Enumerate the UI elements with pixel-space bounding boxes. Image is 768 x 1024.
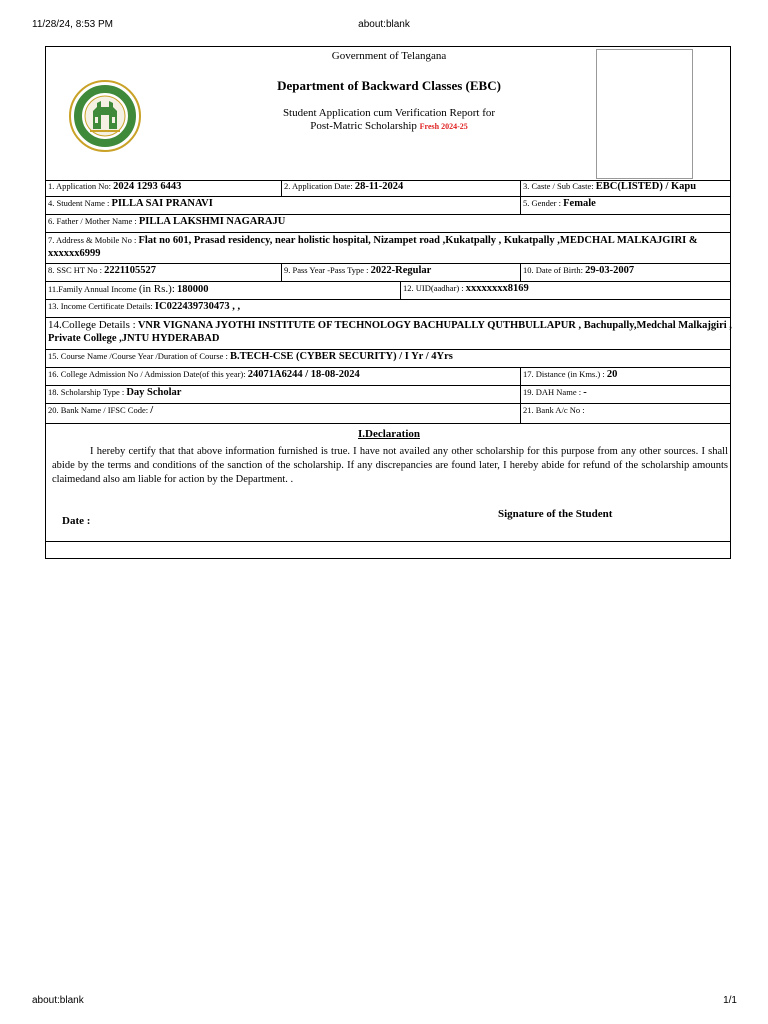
dah-cell [520,386,732,403]
uid-cell [400,282,732,299]
row-11 [46,386,730,404]
signature-label: Signature of the Student [498,508,613,520]
caste-label: 3. Caste / Sub Caste: [523,181,594,191]
application-date: 28-11-2024 [354,181,404,192]
bank-label: 20. Bank Name / IFSC Code: [48,405,149,415]
gender-label: 5. Gender : [523,198,562,208]
department-name: Department of Backward Classes (EBC) [277,78,501,93]
application-date-label: 2. Application Date: [284,181,353,191]
row-4 [46,233,730,264]
student-name: PILLA SAI PRANAVI [111,198,213,209]
row-10 [46,368,730,386]
row-1 [46,180,730,197]
admission-label: 16. College Admission No / Admission Date(of this year): [48,369,246,379]
application-no-cell [46,180,281,196]
income-cell [46,282,400,299]
ssc-ht-no: 2221105527 [104,265,156,276]
application-report [45,46,731,559]
distance-cell [520,368,732,385]
ssc-label: 8. SSC HT No : [48,265,102,275]
income-unit: (in Rs.): [138,283,175,295]
declaration-text: I hereby certify that that above information furnished is true. I have not availed any other scholarship for this purpose from any other sources. I shall abide by the terms and conditions of the sanction of the scholarship. If any discrepancies are found later, I hereby abide for refund of the scholarship amounts claimedand also am liable for action by the Department. . [52,446,728,485]
application-date-cell [281,180,520,196]
dob: 29-03-2007 [585,265,635,276]
dah-name: - [583,387,587,398]
report-title-line2: Post-Matric Scholarship [310,120,417,132]
scholarship-label: 18. Scholarship Type : [48,387,125,397]
fresh-badge: Fresh 2024-25 [419,122,468,131]
caste-cell [520,180,732,196]
parent-label: 6. Father / Mother Name : [48,216,137,226]
govt-name: Government of Telangana [331,50,447,62]
application-no: 2024 1293 6443 [113,181,182,192]
row-7 [46,300,730,318]
admission: 24071A6244 / 18-08-2024 [247,369,360,380]
income-cert-label: 13. Income Certificate Details: [48,301,153,311]
income-cert: IC022439730473 , , [154,301,241,312]
income: 180000 [177,284,209,295]
print-datetime: 11/28/24, 8:53 PM [32,19,113,30]
income-label: 11.Family Annual Income [48,284,137,294]
row-9 [46,350,730,368]
parent-cell [46,215,732,232]
ssc-cell [46,264,281,281]
college: VNR VIGNANA JYOTHI INSTITUTE OF TECHNOLOGY BACHUPALLY QUTHBULLAPUR , Bachupally,Medchal Malkajgiri , Private College ,JNTU HYDERABAD [48,320,732,344]
dob-cell [520,264,732,281]
row-2 [46,197,730,215]
college-cell [46,318,732,349]
scholarship-cell [46,386,520,403]
bank-cell [46,404,520,423]
print-title: about:blank [358,19,410,30]
photo-box [596,49,693,179]
distance: 20 [606,369,618,380]
address: Flat no 601, Prasad residency, near holistic hospital, Nizampet road ,Kukatpally , Kukatpally ,MEDCHAL MALKAJGIRI & xxxxxx6999 [48,235,698,259]
dah-label: 19. DAH Name : [523,387,582,397]
row-8 [46,318,730,350]
row-5 [46,264,730,282]
declaration-section [46,424,730,542]
print-url: about:blank [32,995,84,1006]
row-6 [46,282,730,300]
gender: Female [563,198,596,209]
address-label: 7. Address & Mobile No : [48,235,137,245]
student-name-label: 4. Student Name : [48,198,110,208]
pass-year: 2022-Regular [370,265,432,276]
caste: EBC(LISTED) / Kapu [595,181,697,192]
distance-label: 17. Distance (in Kms.) : [523,369,605,379]
dob-label: 10. Date of Birth: [523,265,583,275]
bank-ac-label: 21. Bank A/c No : [523,405,585,415]
admission-cell [46,368,520,385]
scholarship-type: Day Scholar [126,387,182,398]
course-cell [46,350,732,367]
gender-cell [520,197,732,214]
uid-label: 12. UID(aadhar) : [403,283,464,293]
pass-cell [281,264,520,281]
income-cert-cell [46,300,732,317]
address-cell [46,233,732,263]
page-number: 1/1 [723,995,737,1006]
date-label: Date : [62,515,91,527]
application-no-label: 1. Application No: [48,181,112,191]
parent-name: PILLA LAKSHMI NAGARAJU [138,216,286,227]
row-3 [46,215,730,233]
report-header [46,47,730,181]
bank-name: / [150,405,154,416]
course-label: 15. Course Name /Course Year /Duration of Course : [48,351,228,361]
declaration-title: I.Declaration [357,428,420,440]
college-label: 14.College Details : [48,319,136,331]
bank-ac-cell [520,404,732,423]
uid: xxxxxxxx8169 [465,283,529,294]
student-name-cell [46,197,520,214]
course: B.TECH-CSE (CYBER SECURITY) / I Yr / 4Yrs [230,351,453,362]
row-12 [46,404,730,424]
pass-label: 9. Pass Year -Pass Type : [284,265,369,275]
report-title-line1: Student Application cum Verification Report for [282,107,496,119]
